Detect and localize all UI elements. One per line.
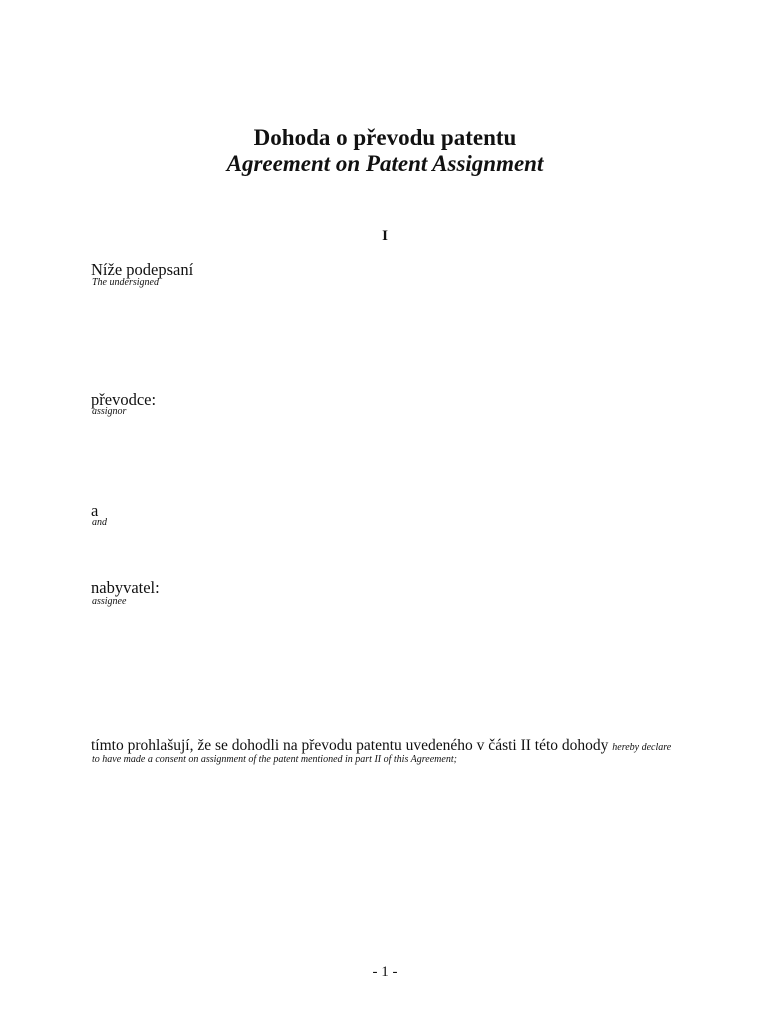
declaration-english-continuation: to have made a consent on assignment of the patent mentioned in part II of this Agreement; [92, 754, 457, 765]
undersigned-label-english: The undersigned [92, 277, 159, 288]
section-number: I [382, 228, 388, 244]
assignee-label-czech: nabyvatel: [91, 578, 160, 597]
page-number: - 1 - [372, 964, 398, 980]
declaration-czech: tímto prohlašují, že se dohodli na převodu patentu uvedeného v části II této dohody [91, 737, 609, 754]
document-title-czech: Dohoda o převodu patentu [253, 125, 517, 150]
assignor-label-czech: převodce: [91, 390, 157, 409]
undersigned-label-czech: Níže podepsaní [91, 260, 194, 279]
assignee-label-english: assignee [92, 596, 127, 607]
document-title-english: Agreement on Patent Assignment [226, 151, 544, 176]
declaration-english-start: hereby declare [612, 742, 672, 753]
assignor-label-english: assignor [92, 406, 127, 417]
and-label-english: and [92, 517, 107, 528]
and-label-czech: a [91, 501, 99, 520]
